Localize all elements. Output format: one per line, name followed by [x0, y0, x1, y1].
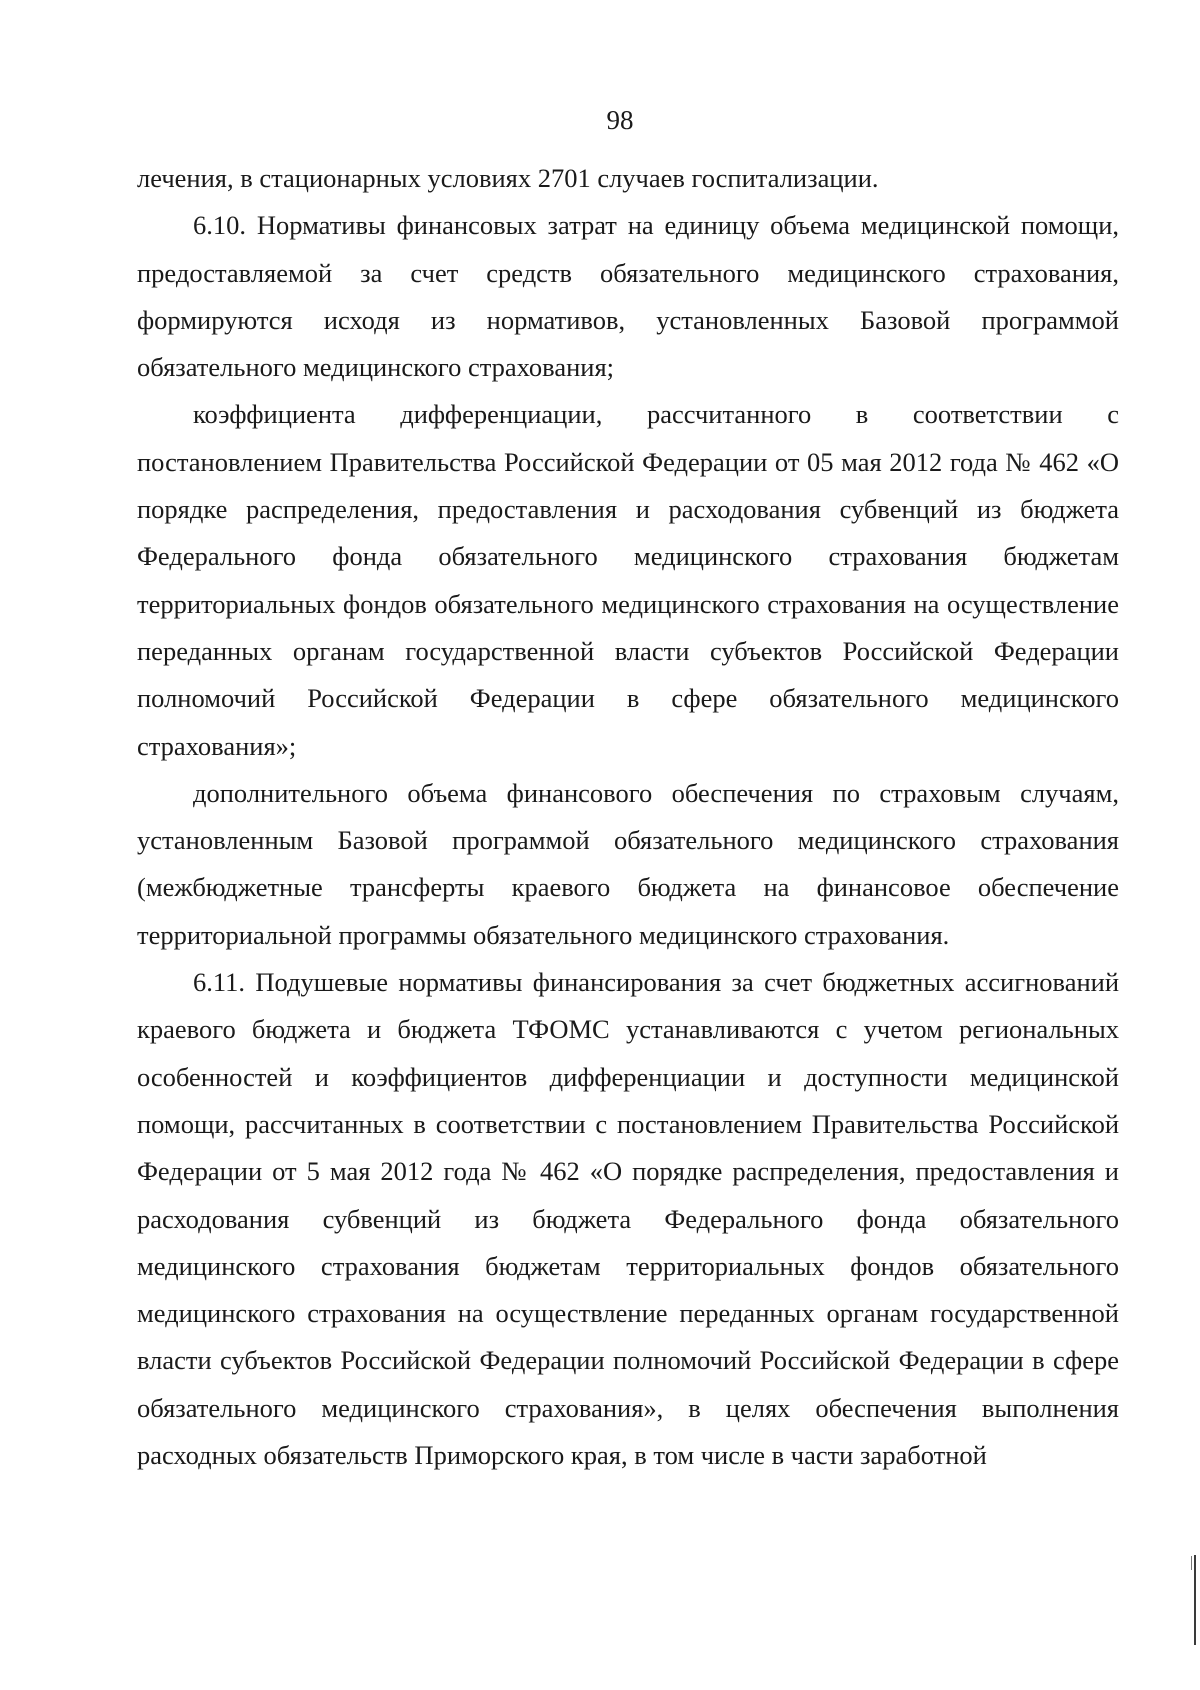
paragraph-coefficient: коэффициента дифференциации, рассчитанного в соответствии с постановлением Правительства Российской Федерации от 05 мая 2012 года № 462 «О порядке распределения, предоставления и расходования субвенций из бюджета Федерального фонда обязательного медицинского страхования бюджетам территориальных фондов обязательного медицинского страхования на осуществление переданных органам государственной власти субъектов Российской Федерации полномочий Российской Федерации в сфере обязательного медицинского страхования»;	[137, 399, 1119, 761]
paragraph-continuation: лечения, в стационарных условиях 2701 случаев госпитализации.	[137, 163, 879, 193]
scan-edge-mark-small	[1191, 1556, 1192, 1570]
scan-edge-mark	[1194, 1555, 1196, 1645]
paragraph-additional-volume: дополнительного объема финансового обеспечения по страховым случаям, установленным Базовой программой обязательного медицинского страхования (межбюджетные трансферты краевого бюджета на финансовое обеспечение территориальной программы обязательного медицинского страхования.	[137, 777, 1119, 950]
document-body	[137, 155, 1119, 1479]
page-number: 98	[606, 105, 634, 135]
paragraph-6-11: 6.11. Подушевые нормативы финансирования за счет бюджетных ассигнований краевого бюджета и бюджета ТФОМС устанавливаются с учетом региональных особенностей и коэффициентов дифференциации и доступности медицинской помощи, рассчитанных в соответствии с постановлением Правительства Российской Федерации от 5 мая 2012 года № 462 «О порядке распределения, предоставления и расходования субвенций из бюджета Федерального фонда обязательного медицинского страхования бюджетам территориальных фондов обязательного медицинского страхования на осуществление переданных органам государственной власти субъектов Российской Федерации полномочий Российской Федерации в сфере обязательного медицинского страхования», в целях обеспечения выполнения расходных обязательств Приморского края, в том числе в части заработной	[137, 967, 1119, 1471]
paragraph-6-10: 6.10. Нормативы финансовых затрат на единицу объема медицинской помощи, предоставляемой за счет средств обязательного медицинского страхования, формируются исходя из нормативов, установленных Базовой программой обязательного медицинского страхования;	[137, 210, 1119, 383]
